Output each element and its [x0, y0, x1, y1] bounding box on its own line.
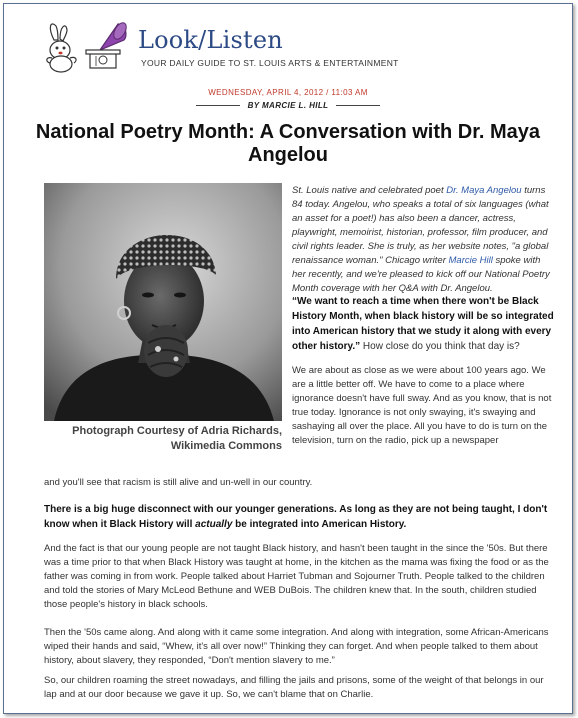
- intro-text-1: St. Louis native and celebrated poet: [292, 185, 447, 196]
- marcie-hill-link[interactable]: Marcie Hill: [448, 255, 493, 266]
- photo-caption-line-1: Photograph Courtesy of Adria Richards,: [72, 425, 282, 437]
- paragraph-integration: Then the '50s came along. And along with it came some integration. And along with integration, some African-Americans wiped their hands and said, “Whew, it's all over now!” Thinking they can forget. And when people talked to them about history, about slavery, they responded, “Don't mention slavery to me.”: [44, 627, 549, 666]
- photo-caption-line-2: Wikimedia Commons: [170, 440, 282, 452]
- intro-text-2: turns 84 today. Angelou, who speaks a total of six languages (what an asset for a poet!) has also been a dancer, actress, playwright, memoirist, historian, professor, film producer, and civil rights leader. She is truly, as her website notes, "a global renaissance woman." Chicago writer: [292, 185, 549, 266]
- answer-1-top: We are about as close as we were about 100 years ago. We are a little better off. We have to come to a place where ignorance doesn't have full sway. And as you know, that is not true today. Ignorance is not only swaying, it's swaying and sashaying all over the place. All you have to do is turn on the television, turn on the radio, pick up a newspaper: [292, 365, 552, 446]
- article-dateline: WEDNESDAY, APRIL 4, 2012 / 11:03 AM: [208, 88, 368, 97]
- byline-rule-left: [196, 105, 240, 106]
- answer-1-bottom: and you'll see that racism is still alive and un-well in our country.: [44, 477, 313, 488]
- portrait-photo: [44, 183, 282, 421]
- maya-angelou-link[interactable]: Dr. Maya Angelou: [446, 185, 522, 196]
- question-2-text-1: There is a big huge disconnect with our younger generations. As long as they are not being taught, I don't know when it Black History will: [44, 504, 548, 530]
- intro-text-3: spoke with her recently, and we're pleased to kick off our National Poetry Month coverage with her Q&A with Dr. Angelou.: [292, 255, 550, 294]
- question-1-quote: “We want to reach a time when there won't be Black History Month, when black history will be so integrated into American history that we study it along with every other history.”: [292, 296, 554, 352]
- byline-rule-right: [336, 105, 380, 106]
- question-2-text-2: be integrated into American History.: [232, 519, 407, 530]
- page-frame: [3, 3, 573, 714]
- question-2: [44, 502, 556, 532]
- site-tagline: YOUR DAILY GUIDE TO ST. LOUIS ARTS & ENTERTAINMENT: [141, 58, 399, 68]
- rabbit-gramophone-logo[interactable]: [40, 18, 128, 74]
- question-1-tail: How close do you think that day is?: [360, 341, 520, 352]
- question-1: [292, 294, 556, 354]
- byline-row: [4, 101, 572, 110]
- intro-paragraph: [292, 184, 556, 296]
- paragraph-black-history: And the fact is that our young people are not taught Black history, and hasn't been taught in the since the '50s. But there was a time prior to that when Black History was taught at home, in the kitchen as the mama was fixing the food or as the father was coming in from work. People talked about Harriet Tubman and Sojourner Truth. People talked to the children and told the stories of Mary McLeod Bethune and WEB DuBois. The children knew that. In the south, children studied those people's history in black schools.: [44, 543, 549, 610]
- site-title[interactable]: Look/Listen: [138, 26, 283, 54]
- article-byline: BY MARCIE L. HILL: [247, 101, 329, 110]
- photo-caption: [32, 424, 282, 454]
- paragraph-children: So, our children roaming the street nowadays, and filling the jails and prisons, some of the weight of that belongs in our lap and at our door because we gave it up. So, we can't blame that on Charlie.: [44, 675, 544, 700]
- article-headline: National Poetry Month: A Conversation with Dr. Maya Angelou: [35, 121, 541, 166]
- question-2-emphasis: actually: [195, 519, 233, 530]
